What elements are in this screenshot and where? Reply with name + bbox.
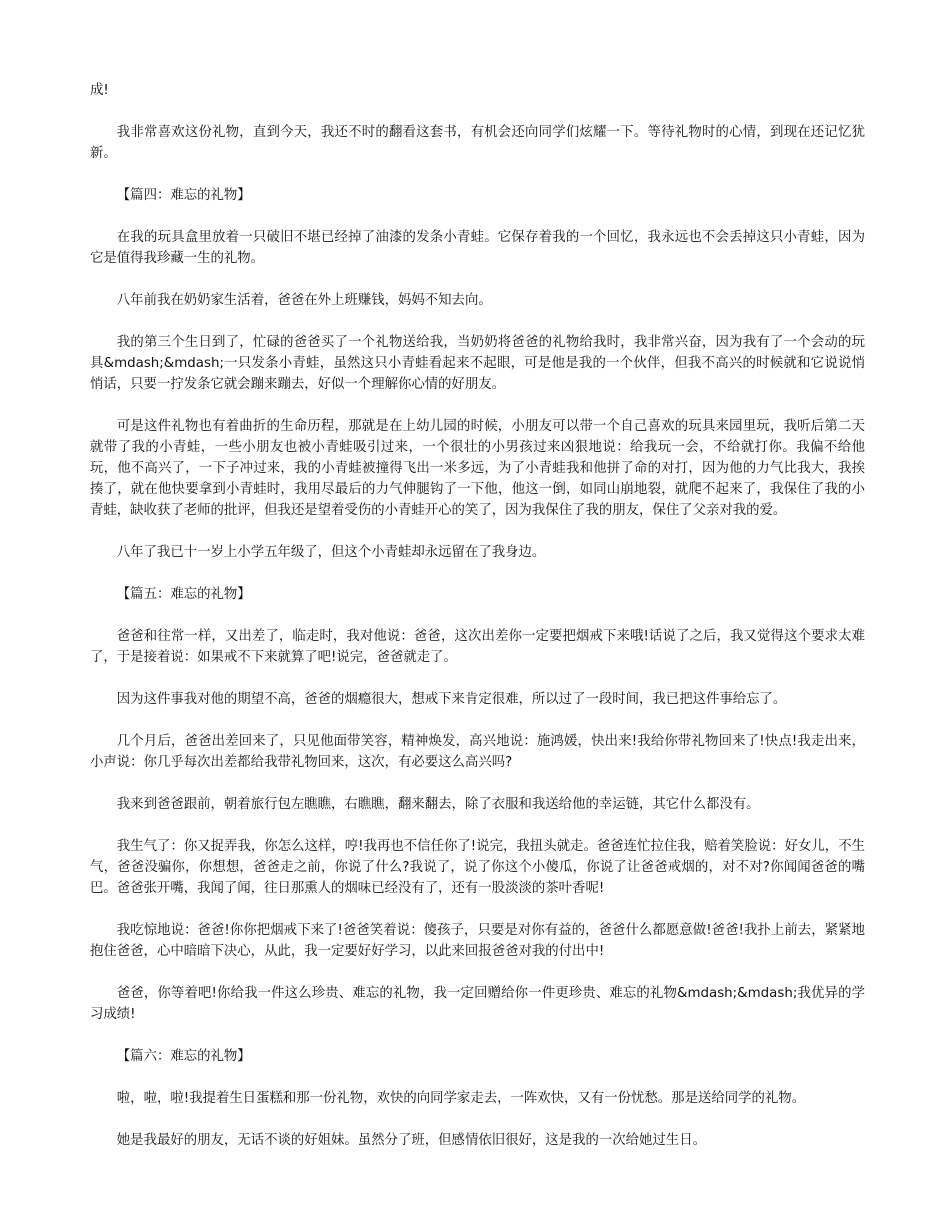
paragraph: 我来到爸爸跟前，朝着旅行包左瞧瞧，右瞧瞧，翻来翻去，除了衣服和我送给他的幸运链，其它什么都没有。 (116, 797, 760, 812)
paragraph: 在我的玩具盒里放着一只破旧不堪已经掉了油漆的发条小青蛙。它保存着我的一个回忆，我永远也不会丢掉这只小青蛙，因为它是值得我珍藏一生的礼物。 (90, 230, 865, 266)
section-heading: 【篇五：难忘的礼物】 (116, 587, 251, 602)
paragraph: 八年了我已十一岁上小学五年级了，但这个小青蛙却永远留在了我身边。 (116, 545, 546, 560)
paragraph: 可是这件礼物也有着曲折的生命历程，那就是在上幼儿园的时候，小朋友可以带一个自己喜欢的玩具来园里玩，我听后第二天就带了我的小青蛙，一些小朋友也被小青蛙吸引过来，一个很壮的小男孩过来凶狠地说：给我玩一会，不给就打你。我偏不给他玩，他不高兴了，一下子冲过来，我的小青蛙被撞得飞出一米多远，为了小青蛙我和他拼了命的对打，因为他的力气比我大，我挨揍了，就在他快要拿到小青蛙时，我用尽最后的力气伸腿钩了一下他，他这一倒，如同山崩地裂，就爬不起来了，我保住了我的小青蛙，缺收获了老师的批评，但我还是望着受伤的小青蛙开心的笑了，因为我保住了我的朋友，保住了父亲对我的爱。 (90, 419, 865, 518)
paragraph: 爸爸，你等着吧!你给我一件这么珍贵、难忘的礼物，我一定回赠给你一件更珍贵、难忘的礼物&mdash;&mdash;我优异的学习成绩! (90, 986, 865, 1022)
paragraph: 我非常喜欢这份礼物，直到今天，我还不时的翻看这套书，有机会还向同学们炫耀一下。等待礼物时的心情，到现在还记忆犹新。 (90, 125, 865, 161)
paragraph: 爸爸和往常一样，又出差了，临走时，我对他说：爸爸，这次出差你一定要把烟戒下来哦!话说了之后，我又觉得这个要求太难了，于是接着说：如果戒不下来就算了吧!说完，爸爸就走了。 (90, 629, 865, 665)
section-heading: 【篇六：难忘的礼物】 (116, 1049, 251, 1064)
section-heading: 【篇四：难忘的礼物】 (116, 188, 251, 203)
paragraph: 我生气了：你又捉弄我，你怎么这样，哼!我再也不信任你了!说完，我扭头就走。爸爸连忙拉住我，赔着笑脸说：好女儿，不生气，爸爸没骗你，你想想，爸爸走之前，你说了什么?我说了，说了你这个小傻瓜，你说了让爸爸戒烟的，对不对?你闻闻爸爸的嘴巴。爸爸张开嘴，我闻了闻，往日那熏人的烟味已经没有了，还有一股淡淡的茶叶香呢! (90, 839, 865, 896)
paragraph: 我的第三个生日到了，忙碌的爸爸买了一个礼物送给我，当奶奶将爸爸的礼物给我时，我非常兴奋，因为我有了一个会动的玩具&mdash;&mdash;一只发条小青蛙，虽然这只小青蛙看起来不起眼，可是他是我的一个伙伴，但我不高兴的时候就和它说说悄悄话，只要一拧发条它就会蹦来蹦去，好似一个理解你心情的好朋友。 (90, 335, 865, 392)
document-page (90, 80, 865, 1151)
paragraph: 几个月后，爸爸出差回来了，只见他面带笑容，精神焕发，高兴地说：施鸿媛，快出来!我给你带礼物回来了!快点!我走出来，小声说：你几乎每次出差都给我带礼物回来，这次，有必要这么高兴吗? (90, 734, 865, 770)
paragraph: 成! (90, 83, 109, 98)
paragraph: 她是我最好的朋友，无话不谈的好姐妹。虽然分了班，但感情依旧很好，这是我的一次给她过生日。 (116, 1133, 706, 1148)
paragraph: 因为这件事我对他的期望不高，爸爸的烟瘾很大，想戒下来肯定很难，所以过了一段时间，我已把这件事给忘了。 (116, 692, 787, 707)
paragraph: 我吃惊地说：爸爸!你你把烟戒下来了!爸爸笑着说：傻孩子，只要是对你有益的，爸爸什么都愿意做!爸爸!我扑上前去，紧紧地抱住爸爸，心中暗暗下决心，从此，我一定要好好学习，以此来回报爸爸对我的付出中! (90, 923, 865, 959)
paragraph: 啦，啦，啦!我提着生日蛋糕和那一份礼物，欢快的向同学家走去，一阵欢快，又有一份忧愁。那是送给同学的礼物。 (116, 1091, 806, 1106)
paragraph: 八年前我在奶奶家生活着，爸爸在外上班赚钱，妈妈不知去向。 (116, 293, 492, 308)
